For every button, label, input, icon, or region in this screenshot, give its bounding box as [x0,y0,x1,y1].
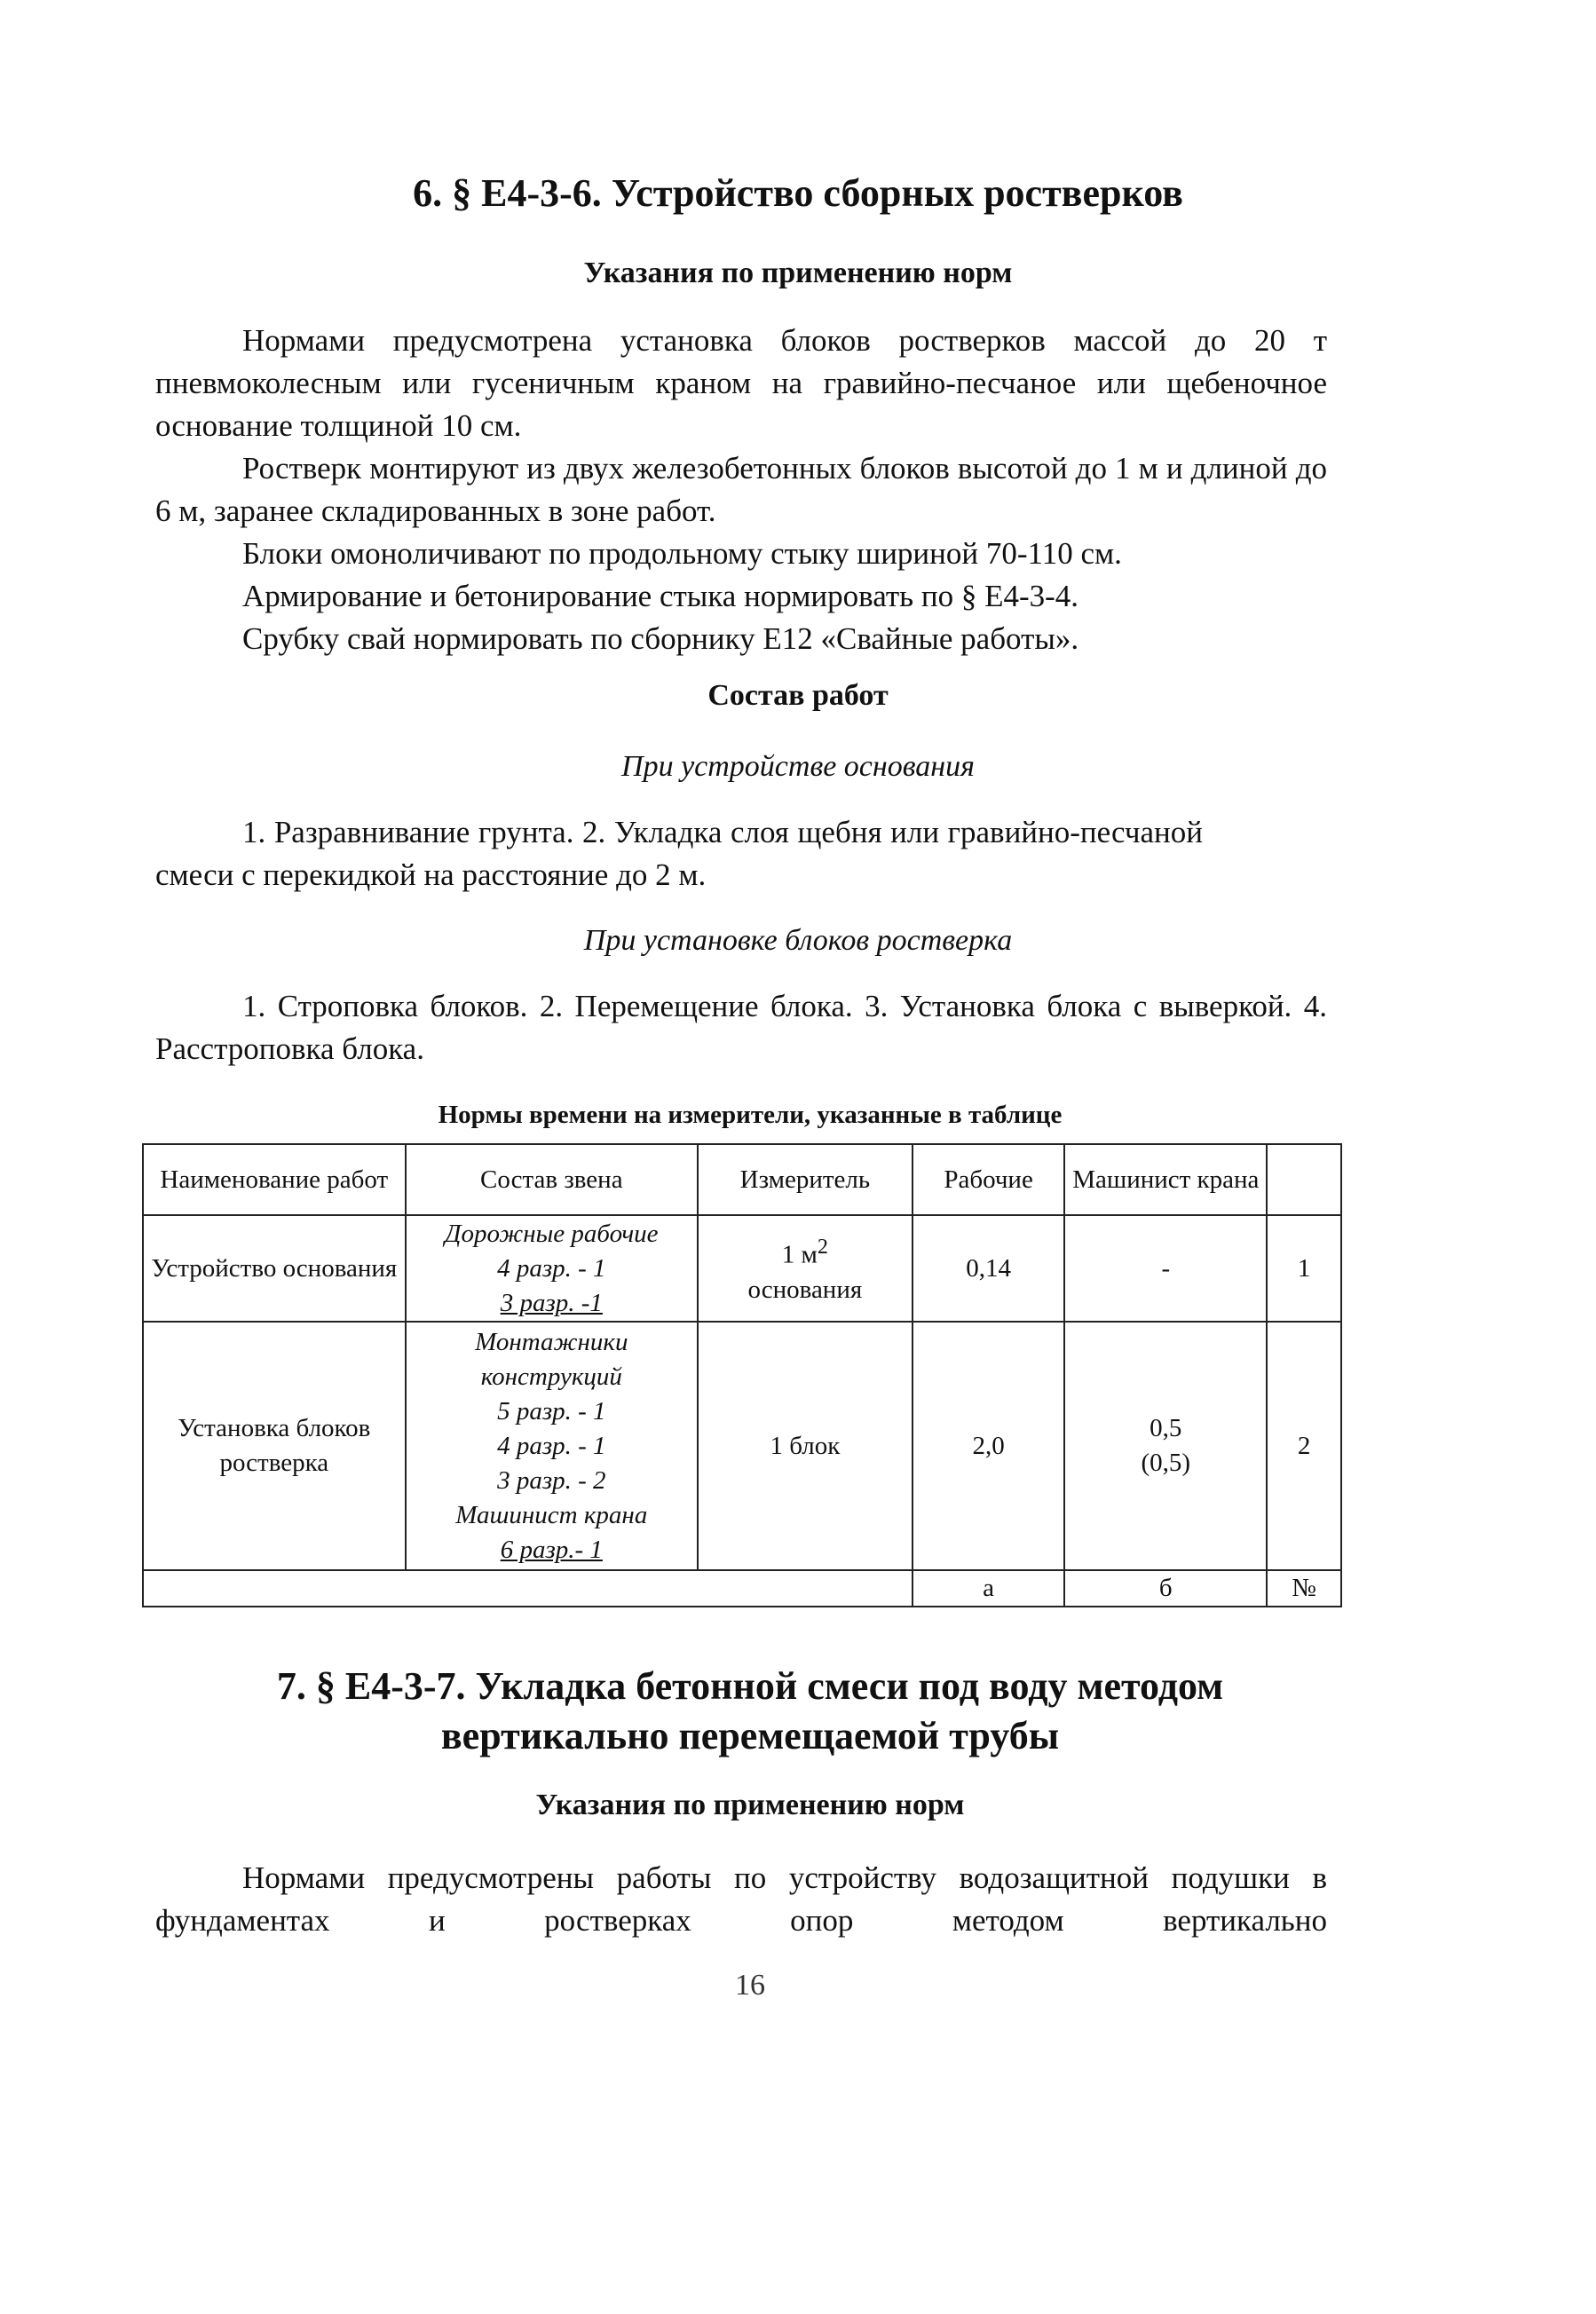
section6-title: 6. § Е4-3-6. Устройство сборных ростверков [413,171,1183,215]
unit-label: основания [747,1275,863,1304]
header-work-name: Наименование работ [143,1144,406,1215]
section7-paragraph: Нормами предусмотрены работы по устройству водозащитной подушки в фундаментах и ростверках опор методом вертикально [155,1860,1327,1938]
table-caption: Нормы времени на измерители, указанные в таблице [438,1101,1063,1129]
section7-text-block [155,1857,1327,1942]
crew-line: 3 разр. -1 [500,1288,603,1317]
crew-line: 6 разр.- 1 [500,1535,603,1564]
base-text: 1. Разравнивание грунта. 2. Укладка слоя щебня или гравийно-песчаной смеси с перекидкой на расстояние до 2 м. [155,815,1203,892]
paragraph: Нормами предусмотрена установка блоков ростверков массой до 20 т пневмоколесным или гусеничным краном на гравийно-песчаное или щебеночное основание толщиной 10 см. [155,323,1327,443]
section7-instructions-heading: Указания по применению норм [535,1789,965,1821]
row-crew [406,1215,698,1322]
crew-line: 4 разр. - 1 [497,1253,606,1283]
paragraph: Блоки омоноличивают по продольному стыку шириной 70-110 см. [242,536,1122,571]
base-subheading: При устройстве основания [621,750,975,783]
crew-line: Машинист крана [455,1500,648,1529]
header-workers: Рабочие [913,1144,1065,1215]
section7-title-line2: вертикально перемещаемой трубы [440,1714,1060,1757]
table-row [143,1322,1341,1570]
header-number [1267,1144,1341,1215]
footer-empty-cell [143,1570,913,1607]
row-unit: 1 блок [698,1322,913,1570]
section6-instructions-text [155,320,1327,660]
page-number: 16 [735,1969,765,2002]
table-footer-row [143,1570,1341,1607]
row-number: 2 [1267,1322,1341,1570]
norms-table [142,1143,1342,1607]
paragraph: Срубку свай нормировать по сборнику Е12 «Свайные работы». [242,621,1079,656]
header-crew: Состав звена [406,1144,698,1215]
crew-line: 3 разр. - 2 [497,1465,606,1495]
blocks-text: 1. Строповка блоков. 2. Перемещение блока. 3. Установка блока с выверкой. 4. Расстроповка блока. [155,989,1327,1066]
row-workers: 2,0 [913,1322,1065,1570]
footer-column-a: а [913,1570,1065,1607]
crew-line: 4 разр. - 1 [497,1431,606,1460]
row-crew [406,1322,698,1570]
row-number: 1 [1267,1215,1341,1322]
table-header-row [143,1144,1341,1215]
operator-value: 0,5 [1150,1414,1182,1442]
unit-superscript: 2 [817,1235,828,1260]
crew-line: Монтажники конструкций [475,1327,628,1391]
footer-number-sign: № [1267,1570,1341,1607]
row-work-name: Устройство основания [143,1215,406,1322]
row-workers: 0,14 [913,1215,1065,1322]
blocks-text-block [155,985,1327,1070]
base-text-block [155,811,1203,896]
section6-instructions-heading: Указания по применению норм [583,257,1013,289]
composition-heading: Состав работ [707,679,889,712]
table-row [143,1215,1341,1322]
header-crane-operator: Машинист крана [1064,1144,1267,1215]
row-operator: - [1064,1215,1267,1322]
crew-line: Дорожные рабочие [445,1219,659,1248]
blocks-subheading: При установке блоков ростверка [583,924,1013,957]
unit-value: 1 м [781,1240,818,1269]
crew-line: 5 разр. - 1 [497,1396,606,1426]
paragraph: Армирование и бетонирование стыка нормировать по § Е4-3-4. [242,579,1079,613]
operator-value-parenthesized: (0,5) [1141,1449,1191,1477]
paragraph: Ростверк монтируют из двух железобетонных блоков высотой до 1 м и длиной до 6 м, заранее складированных в зоне работ. [155,451,1327,528]
row-work-name: Установка блоков ростверка [143,1322,406,1570]
section7-title-line1: 7. § Е4-3-7. Укладка бетонной смеси под воду методом [276,1664,1224,1708]
footer-column-b: б [1064,1570,1267,1607]
header-unit: Измеритель [698,1144,913,1215]
row-operator [1064,1322,1267,1570]
row-unit [698,1215,913,1322]
